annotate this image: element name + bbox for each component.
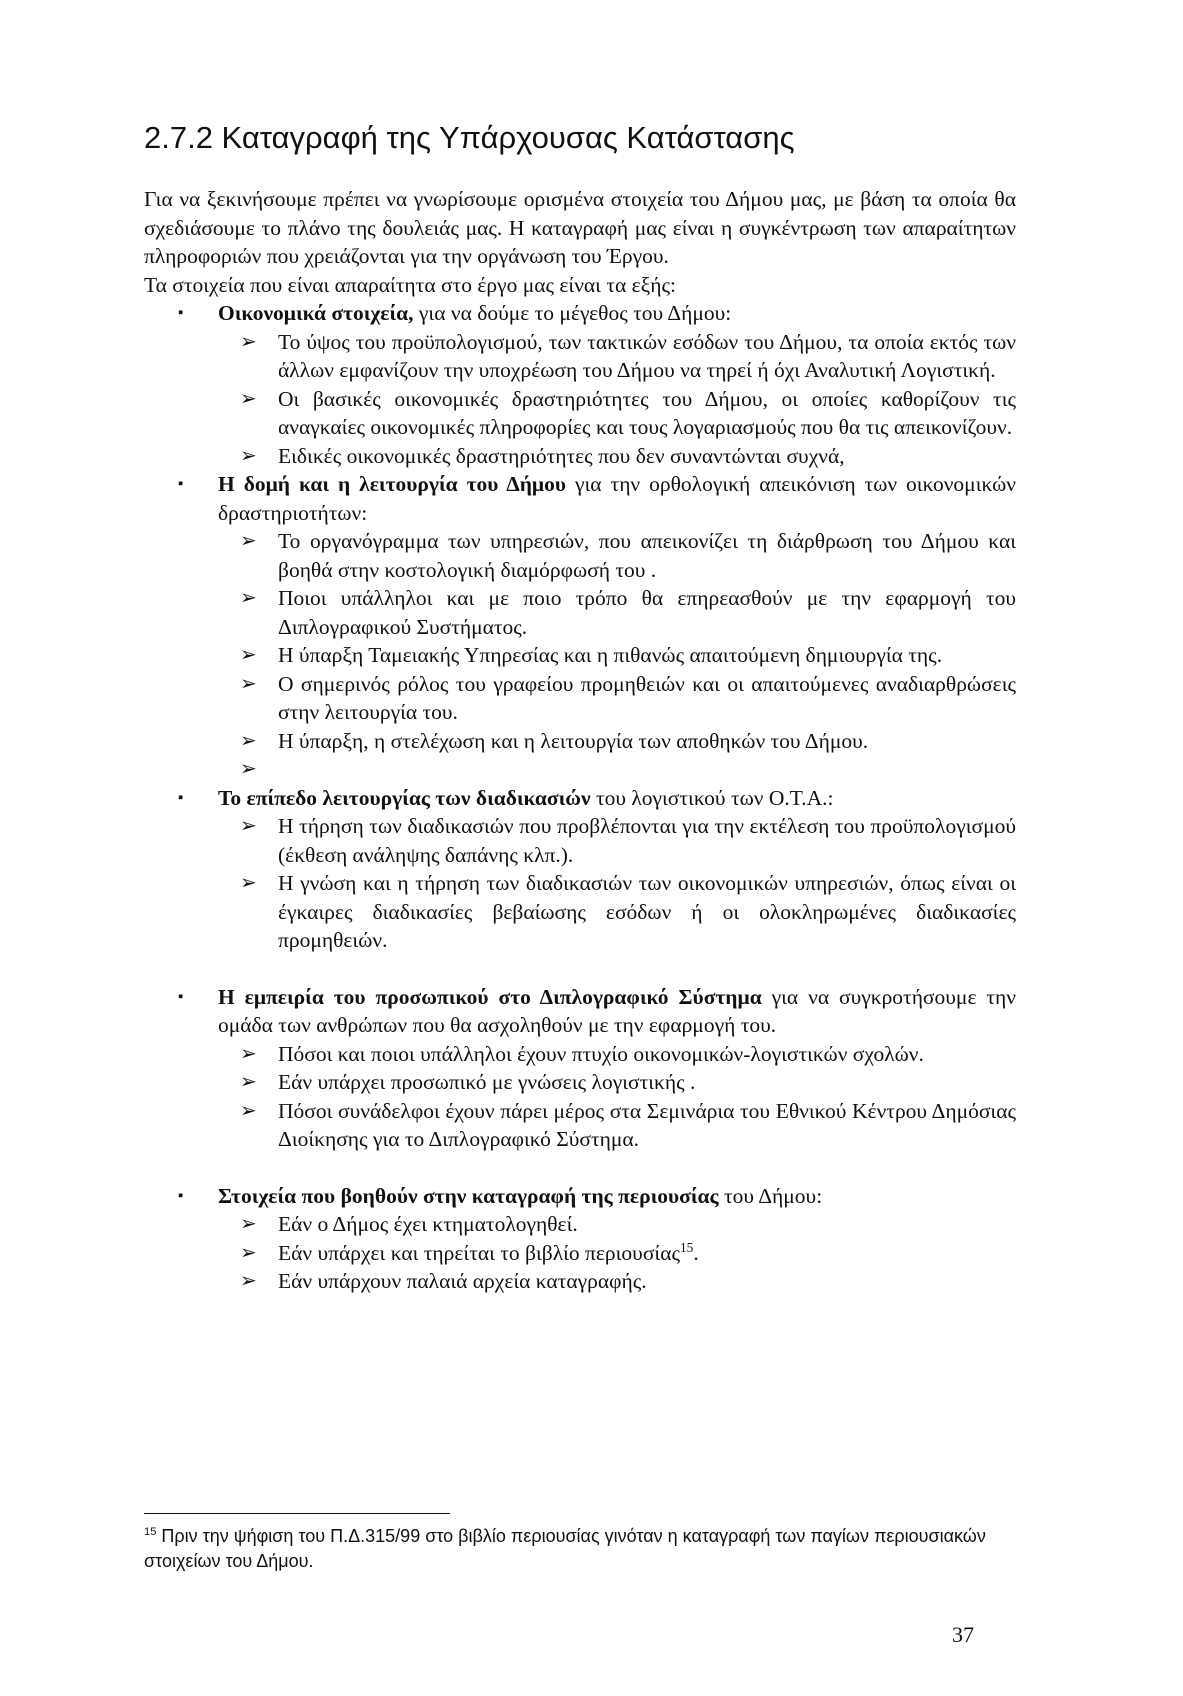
page-number: 37 [952, 1622, 974, 1647]
sub-item-empty [144, 755, 1016, 784]
bullet-text: για να συγκροτήσουμε την ομάδα των ανθρώπων που θα ασχοληθούν με την εφαρμογή του. [218, 984, 1016, 1037]
sub-item: ➢ Εάν υπάρχει και τηρείται το βιβλίο περιουσίας$^{15}$. [144, 1239, 1016, 1268]
bullet-text: του λογιστικού των Ο.Τ.Α.: [590, 785, 834, 810]
bullet-staff-experience [144, 983, 1016, 1040]
section-heading: 2.7.2 Καταγραφή της Υπάρχουσας Κατάστασης [144, 120, 795, 155]
sub-item: ➢ Η τήρηση των διαδικασιών που προβλέπονται για την εκτέλεση του προϋπολογισμού (έκθεση ανάληψης δαπάνης κλπ.). [240, 814, 1016, 867]
sub-item: ➢ Οι βασικές οικονομικές δραστηριότητες του Δήμου, οι οποίες καθορίζουν τις αναγκαίες οικονομικές πληροφορίες και τους λογαριασμούς που θα τις απεικονίζουν. [240, 386, 1016, 439]
square-bullet-icon: ▪ [178, 789, 184, 806]
sub-item: ➢ Εάν υπάρχουν παλαιά αρχεία καταγραφής. [144, 1267, 1016, 1296]
sub-item: ➢ Η ύπαρξη, η στελέχωση και η λειτουργία των αποθηκών του Δήμου. [144, 727, 1016, 756]
sub-item: ➢ Εάν ο Δήμος έχει κτηματολογηθεί. [144, 1210, 1016, 1239]
arrow-bullet-icon: ➢ [240, 587, 257, 609]
sub-item: ➢ Εάν υπάρχει προσωπικό με γνώσεις λογιστικής . [144, 1068, 1016, 1097]
bullet-text: για την ορθολογική απεικόνιση των οικονομικών δραστηριοτήτων: [218, 472, 1017, 525]
intro-paragraph: Για να ξεκινήσουμε πρέπει να γνωρίσουμε ορισμένα στοιχεία του Δήμου μας, με βάση τα οποία θα σχεδιάσουμε το πλάνο της δουλειάς μας. Η καταγραφή μας είναι η συγκέντρωση των απαραίτητων πληροφοριών που χρειάζονται για την οργάνωση του Έργου. [144, 187, 1016, 268]
arrow-bullet-icon: ➢ [240, 530, 257, 552]
footnote-reference[interactable]: 15 [679, 1239, 694, 1255]
arrow-bullet-icon: ➢ [240, 1213, 257, 1235]
sub-item: ➢ Ειδικές οικονομικές δραστηριότητες που δεν συναντώνται συχνά, [144, 442, 1016, 471]
lead-sentence: Τα στοιχεία που είναι απαραίτητα στο έργο μας είναι τα εξής: [144, 272, 676, 297]
spacer [144, 955, 1016, 983]
arrow-bullet-icon: ➢ [240, 644, 257, 666]
body-content [144, 185, 1016, 1296]
bullet-structure-operation [144, 470, 1016, 527]
arrow-bullet-icon: ➢ [240, 387, 257, 410]
footnote [144, 1524, 1024, 1574]
bullet-text: του Δήμου: [718, 1183, 823, 1208]
bullet-title: Η εμπειρία του προσωπικού στο Διπλογραφικό Σύστημα [218, 984, 762, 1009]
bullet-title: Το επίπεδο λειτουργίας των διαδικασιών [218, 785, 591, 810]
arrow-bullet-icon: ➢ [240, 1270, 257, 1292]
bullet-property-records [144, 1182, 1016, 1211]
sub-item: ➢ Πόσοι συνάδελφοι έχουν πάρει μέρος στα Σεμινάρια του Εθνικού Κέντρου Δημόσιας Διοίκησης για το Διπλογραφικό Σύστημα. [240, 1098, 1016, 1151]
arrow-bullet-icon: ➢ [240, 872, 257, 894]
bullet-text: για να δούμε το μέγεθος του Δήμου: [413, 301, 732, 325]
sub-item: ➢ Ποιοι υπάλληλοι και με ποιο τρόπο θα επηρεασθούν με την εφαρμογή του Διπλογραφικού Συστήματος. [240, 586, 1016, 639]
sub-item: ➢ Πόσοι και ποιοι υπάλληλοι έχουν πτυχίο οικονομικών-λογιστικών σχολών. [144, 1040, 1016, 1069]
square-bullet-icon: ▪ [178, 1187, 184, 1204]
sub-item: ➢ Το ύψος του προϋπολογισμού, των τακτικών εσόδων του Δήμου, τα οποία εκτός των άλλων εμφανίζουν την υποχρέωση του Δήμου να τηρεί ή όχι Αναλυτική Λογιστική. [240, 329, 1016, 382]
footnote-number: 15 [144, 1526, 157, 1538]
square-bullet-icon: ▪ [178, 988, 184, 1005]
bullet-title: Η δομή και η λειτουργία του Δήμου [218, 472, 567, 496]
sub-item: ➢ Η γνώση και η τήρηση των διαδικασιών των οικονομικών υπηρεσιών, όπως είναι οι έγκαιρες διαδικασίες βεβαίωσης εσόδων ή οι ολοκληρωμένες διαδικασίες προμηθειών. [240, 871, 1016, 952]
footnote-text: Πριν την ψήφιση του Π.Δ.315/99 στο βιβλίο περιουσίας γινόταν η καταγραφή των παγίων περιουσιακών στοιχείων του Δήμου. [144, 1526, 986, 1571]
arrow-bullet-icon: ➢ [240, 330, 257, 353]
bullet-title: Στοιχεία που βοηθούν στην καταγραφή της περιουσίας [218, 1183, 719, 1208]
square-bullet-icon: ▪ [178, 476, 184, 492]
arrow-bullet-icon: ➢ [240, 1099, 257, 1122]
arrow-bullet-icon: ➢ [240, 444, 257, 467]
square-bullet-icon: ▪ [178, 305, 184, 321]
arrow-bullet-icon: ➢ [240, 729, 257, 752]
sub-item: ➢ Η ύπαρξη Ταμειακής Υπηρεσίας και η πιθανώς απαιτούμενη δημιουργία της. [144, 641, 1016, 670]
arrow-bullet-icon: ➢ [240, 1241, 257, 1264]
footnote-separator [144, 1513, 450, 1514]
bullet-financial-data [144, 299, 1016, 328]
arrow-bullet-icon: ➢ [240, 758, 257, 780]
bullet-title: Οικονομικά στοιχεία, [218, 301, 414, 325]
sub-item: ➢ Ο σημερινός ρόλος του γραφείου προμηθειών και οι απαιτούμενες αναδιαρθρώσεις στην λειτουργία του. [240, 671, 1016, 724]
bullet-procedures-level [144, 784, 1016, 813]
arrow-bullet-icon: ➢ [240, 1042, 257, 1065]
spacer [144, 1154, 1016, 1182]
arrow-bullet-icon: ➢ [240, 672, 257, 695]
arrow-bullet-icon: ➢ [240, 1071, 257, 1093]
arrow-bullet-icon: ➢ [240, 815, 257, 837]
sub-item: ➢ Το οργανόγραμμα των υπηρεσιών, που απεικονίζει τη διάρθρωση του Δήμου και βοηθά στην κοστολογική διαμόρφωσή του . [240, 529, 1016, 582]
